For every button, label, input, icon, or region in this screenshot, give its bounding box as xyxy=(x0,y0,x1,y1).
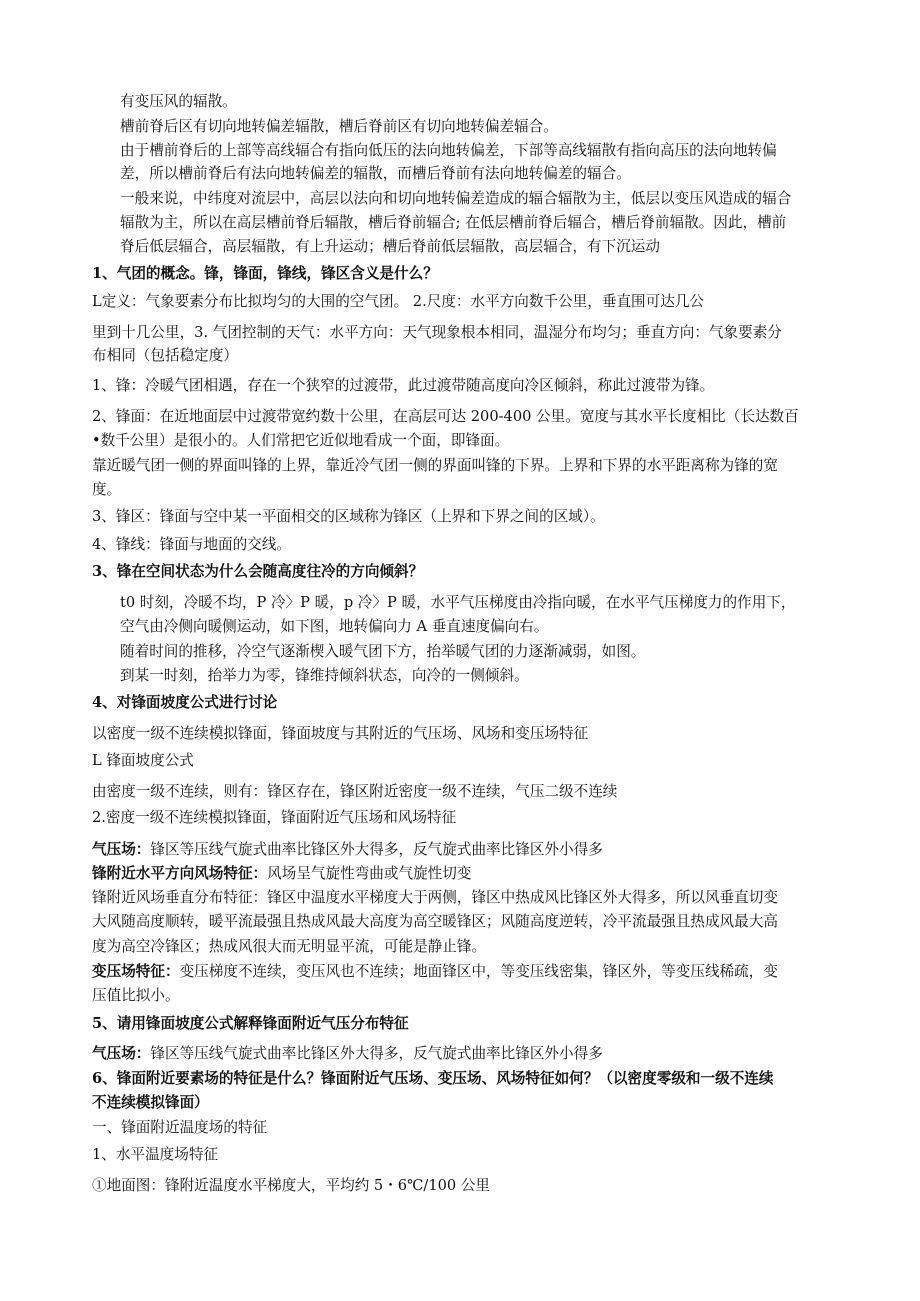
text-line: 度。 xyxy=(92,481,122,498)
text-line: 以密度一级不连续模拟锋面，锋面坡度与其附近的气压场、风场和变压场特征 xyxy=(92,725,589,742)
text-line: 度为高空冷锋区；热成风很大而无明显平流，可能是静止锋。 xyxy=(92,938,487,955)
text-line: 布相同（包括稳定度） xyxy=(92,347,238,364)
text-line: 靠近暖气团一侧的界面叫锋的上界，靠近冷气团一侧的界面叫锋的下界。上界和下界的水平距离称为锋的宽 xyxy=(92,457,778,474)
text-line: t0 时刻，冷暖不均，P 冷〉P 暖，p 冷〉P 暖，水平气压梯度由冷指向暖，在水平气压梯度力的作用下， xyxy=(120,594,796,611)
text-line: ①地面图：锋附近温度水平梯度大，平均约 5・6℃/100 公里 xyxy=(92,1177,491,1194)
text-line: 槽前脊后区有切向地转偏差辐散，槽后脊前区有切向地转偏差辐合。 xyxy=(120,118,558,135)
text-line: 一般来说，中纬度对流层中，高层以法向和切向地转偏差造成的辐合辐散为主，低层以变压风造成的辐合 xyxy=(120,190,792,207)
text-line: 由密度一级不连续，则有：锋区存在，锋区附近密度一级不连续，气压二级不连续 xyxy=(92,783,618,800)
text-line: 1、锋：冷暖气团相遇，存在一个狭窄的过渡带，此过渡带随高度向冷区倾斜，称此过渡带为锋。 xyxy=(92,377,715,394)
text-line: 有变压风的辐散。 xyxy=(120,93,237,110)
text-line: 锋附近风场垂直分布特征：锋区中温度水平梯度大于两侧，锋区中热成风比锋区外大得多，所以风垂直切变 xyxy=(92,889,778,906)
text-line xyxy=(92,841,603,859)
text-line: 2.密度一级不连续模拟锋面，锋面附近气压场和风场特征 xyxy=(92,809,457,826)
text-line: 4、锋线：锋面与地面的交线。 xyxy=(92,536,292,553)
question-heading: 6、锋面附近要素场的特征是什么？锋面附近气压场、变压场、风场特征如何？（以密度零级和一级不连续 xyxy=(92,1070,774,1087)
term-text: 锋区等压线气旋式曲率比锋区外大得多，反气旋式曲率比锋区外小得多 xyxy=(150,1045,603,1062)
term-label: 气压场： xyxy=(92,1045,151,1062)
text-line: 压值比拟小。 xyxy=(92,987,180,1004)
term-text: 锋区等压线气旋式曲率比锋区外大得多，反气旋式曲率比锋区外小得多 xyxy=(150,841,603,858)
text-line: 到某一时刻，抬举力为零，锋维持倾斜状态，向冷的一侧倾斜。 xyxy=(120,667,529,684)
question-heading: 4、对锋面坡度公式进行讨论 xyxy=(92,694,278,711)
text-line: 差，所以槽前脊后有法向地转偏差的辐散，而槽后脊前有法向地转偏差的辐合。 xyxy=(120,165,631,182)
text-line: 3、锋区：锋面与空中某一平面相交的区域称为锋区（上界和下界之间的区域）。 xyxy=(92,508,605,525)
text-line: 2、锋面：在近地面层中过渡带宽约数十公里，在高层可达 200-400 公里。宽度与其水平长度相比（长达数百 xyxy=(92,408,799,425)
text-line: •数千公里）是很小的。人们常把它近似地看成一个面，即锋面。 xyxy=(92,432,510,449)
term-label: 锋附近水平方向风场特征： xyxy=(92,865,268,882)
question-heading: 5、请用锋面坡度公式解释锋面附近气压分布特征 xyxy=(92,1015,409,1032)
text-line: 脊后低层辐合，高层辐散，有上升运动；槽后脊前低层辐散，高层辐合，有下沉运动 xyxy=(120,238,660,255)
term-text: 变压梯度不连续，变压风也不连续；地面锋区中，等变压线密集，锋区外，等变压线稀疏，变 xyxy=(179,963,778,980)
text-line: 空气由冷侧向暖侧运动，如下图，地转偏向力 A 垂直速度偏向右。 xyxy=(120,618,549,635)
text-line xyxy=(92,963,778,981)
text-line: 随着时间的推移，冷空气逐渐楔入暖气团下方，抬举暖气团的力逐渐减弱，如图。 xyxy=(120,643,646,660)
question-heading: 3、锋在空间状态为什么会随高度往冷的方向倾斜？ xyxy=(92,563,424,580)
text-line: 由于槽前脊后的上部等高线辐合有指向低压的法向地转偏差，下部等高线辐散有指向高压的法向地转偏 xyxy=(120,142,777,159)
text-line xyxy=(92,865,471,883)
text-line: L定义：气象要素分布比拟均匀的大围的空气团。 2.尺度：水平方向数千公里，垂直围可达几公 xyxy=(92,293,705,310)
text-line: 1、水平温度场特征 xyxy=(92,1146,219,1163)
text-line: 里到十几公里，3. 气团控制的天气：水平方向：天气现象根本相同，温湿分布均匀；垂直方向：气象要素分 xyxy=(92,324,782,341)
term-text: 风场呈气旋性弯曲或气旋性切变 xyxy=(267,865,472,882)
question-heading: 1、气团的概念。锋，锋面，锋线，锋区含义是什么？ xyxy=(92,265,438,282)
text-line: 一、锋面附近温度场的特征 xyxy=(92,1119,268,1136)
text-line: 大风随高度顺转，暖平流最强且热成风最大高度为高空暖锋区；风随高度逆转，冷平流最强且热成风最大高 xyxy=(92,913,778,930)
term-label: 变压场特征： xyxy=(92,963,180,980)
text-line: L 锋面坡度公式 xyxy=(92,752,194,769)
term-label: 气压场： xyxy=(92,841,151,858)
text-line xyxy=(92,1045,603,1063)
question-heading: 不连续模拟锋面） xyxy=(92,1094,209,1111)
text-line: 辐散为主，所以在高层槽前脊后辐散，槽后脊前辐合; 在低层槽前脊后辐合，槽后脊前辐散。因此，槽前 xyxy=(120,214,787,231)
